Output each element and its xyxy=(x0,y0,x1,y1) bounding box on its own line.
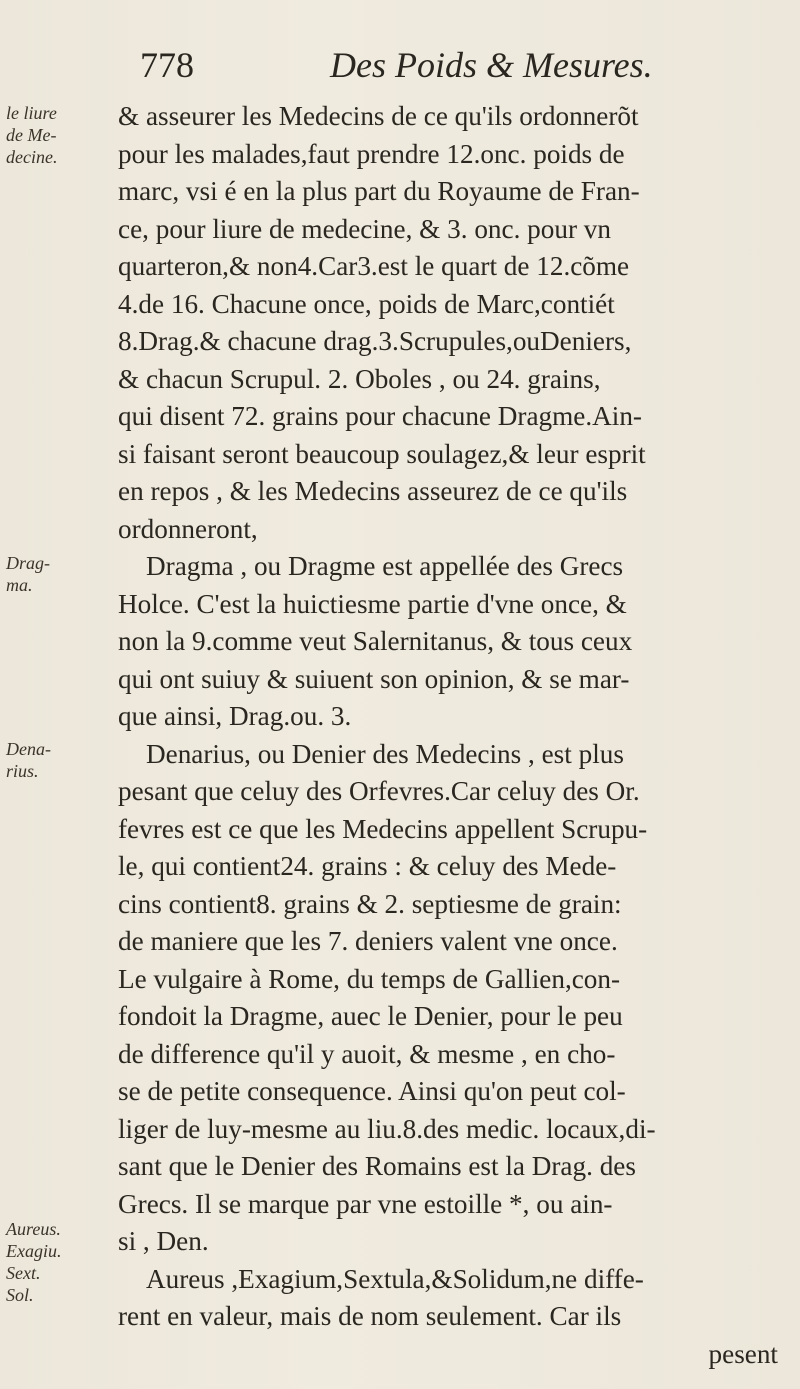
margin-note-line: de Me- xyxy=(6,125,57,145)
text-line: pesant que celuy des Orfevres.Car celuy des Or. xyxy=(118,776,640,806)
margin-note-line: Dena- xyxy=(6,739,51,759)
text-line: qui ont suiuy & suiuent son opinion, & se mar- xyxy=(118,663,630,694)
text-line: 4.de 16. Chacune once, poids de Marc,contiét xyxy=(118,288,615,319)
text-line: 8.Drag.& chacune drag.3.Scrupules,ouDeniers, xyxy=(118,326,632,356)
margin-note-line: Sol. xyxy=(6,1285,34,1305)
text-line: Aureus ,Exagium,Sextula,&Solidum,ne diffe- xyxy=(146,1263,644,1294)
text-line: marc, vsi é en la plus part du Royaume de Fran- xyxy=(118,176,640,206)
margin-note-line: Sext. xyxy=(6,1263,41,1283)
margin-note-dragma xyxy=(6,552,50,596)
text-line: quarteron,& non4.Car3.est le quart de 12.cõme xyxy=(118,251,630,281)
margin-note-line: Aureus. xyxy=(6,1219,61,1239)
text-line: se de petite consequence. Ainsi qu'on peut col- xyxy=(118,1076,626,1106)
text-line: ce, pour liure de medecine, & 3. onc. pour vn xyxy=(118,213,611,244)
text-line: si , Den. xyxy=(118,1226,209,1256)
text-line: ordonneront, xyxy=(118,513,258,544)
margin-note-denarius xyxy=(6,738,51,782)
text-line: Le vulgaire à Rome, du temps de Gallien,con- xyxy=(118,963,621,994)
running-title: Des Poids & Mesures. xyxy=(330,45,653,85)
text-line: en repos , & les Medecins asseurez de ce qu'ils xyxy=(118,476,628,506)
text-line: de difference qu'il y auoit, & mesme , en cho- xyxy=(118,1038,616,1069)
text-line: pour les malades,faut prendre 12.onc. poids de xyxy=(118,138,625,169)
running-head xyxy=(140,44,780,92)
page-number: 778 xyxy=(140,45,194,85)
margin-note-line: ma. xyxy=(6,575,33,595)
text-line: non la 9.comme veut Salernitanus, & tous ceux xyxy=(118,626,633,656)
margin-note-line: Exagiu. xyxy=(6,1241,62,1261)
text-line: de maniere que les 7. deniers valent vne once. xyxy=(118,926,618,956)
text-line: Grecs. Il se marque par vne estoille *, ou ain- xyxy=(118,1188,613,1219)
margin-note-line: decine. xyxy=(6,147,58,167)
text-line: fevres est ce que les Medecins appellent Scrupu- xyxy=(118,813,648,844)
margin-note-medicine-pound xyxy=(6,102,57,168)
text-line: cins contient8. grains & 2. septiesme de grain: xyxy=(118,888,622,919)
body-text xyxy=(118,98,786,1373)
text-line: si faisant seront beaucoup soulagez,& leur esprit xyxy=(118,438,646,469)
text-line: rent en valeur, mais de nom seulement. Car ils xyxy=(118,1301,622,1331)
text-line: sant que le Denier des Romains est la Drag. des xyxy=(118,1151,636,1181)
text-line: & chacun Scrupul. 2. Oboles , ou 24. grains, xyxy=(118,363,601,394)
text-line: Holce. C'est la huictiesme partie d'vne once, & xyxy=(118,588,627,619)
text-line: liger de luy-mesme au liu.8.des medic. locaux,di- xyxy=(118,1113,656,1144)
text-line: & asseurer les Medecins de ce qu'ils ordonnerõt xyxy=(118,101,639,131)
text-line: Denarius, ou Denier des Medecins , est plus xyxy=(146,738,624,769)
text-line: qui disent 72. grains pour chacune Dragme.Ain- xyxy=(118,401,642,431)
margin-note-line: Drag- xyxy=(6,553,50,573)
text-line: Dragma , ou Dragme est appellée des Grecs xyxy=(146,551,624,581)
text-line: que ainsi, Drag.ou. 3. xyxy=(118,701,352,731)
text-line: fondoit la Dragme, auec le Denier, pour le peu xyxy=(118,1001,623,1031)
catchword: pesent xyxy=(708,1338,778,1369)
margin-note-aureus xyxy=(6,1218,62,1306)
margin-note-line: le liure xyxy=(6,103,57,123)
text-line: le, qui contient24. grains : & celuy des Mede- xyxy=(118,851,617,881)
margin-note-line: rius. xyxy=(6,761,39,781)
